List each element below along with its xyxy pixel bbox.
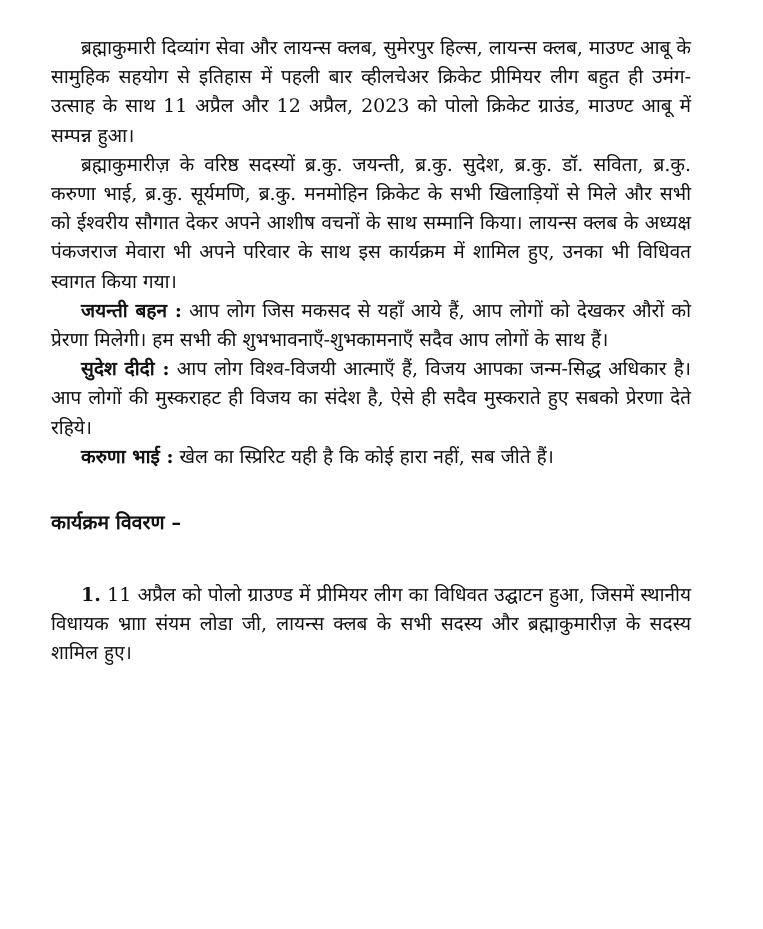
list-item bbox=[51, 581, 691, 669]
document-page bbox=[51, 34, 691, 669]
list-item-text: 11 अप्रैल को पोलो ग्राउण्ड में प्रीमियर लीग का विधिवत उद्घाटन हुआ, जिसमें स्थानीय विधायक भ्रााा संयम लोडा जी, लायन्स क्लब के सभी सदस्य और ब्रह्माकुमारीज़ के सदस्य शामिल हुए। bbox=[51, 584, 691, 665]
quote-speaker: करुणा भाई : bbox=[81, 445, 174, 468]
quote-text: खेल का स्प्रिरिट यही है कि कोई हारा नहीं, सब जीते हैं। bbox=[179, 445, 554, 468]
intro-paragraph: ब्रह्माकुमारी दिव्यांग सेवा और लायन्स क्लब, सुमेरपुर हिल्स, लायन्स क्लब, माउण्ट आबू के सामुहिक सहयोग से इतिहास में पहली बार व्हीलचेअर क्रिकेट प्रीमियर लीग बहुत ही उमंग-उत्साह के साथ 11 अप्रैल और 12 अप्रैल, 2023 को पोलो क्रिकेट ग्राउंड, माउण्ट आबू में सम्पन्न हुआ। bbox=[51, 37, 691, 147]
section-heading: कार्यक्रम विवरण – bbox=[51, 511, 182, 535]
members-paragraph: ब्रह्माकुमारीज़ के वरिष्ठ सदस्यों ब्र.कु. जयन्ती, ब्र.कु. सुदेश, ब्र.कु. डॉ. सविता, ब्र.कु. करुणा भाई, ब्र.कु. सूर्यमणि, ब्र.कु. मनमोहिन क्रिकेट के सभी खिलाड़ियों से मिले और सभी को ईश्वरीय सौगात देकर अपने आशीष वचनों के साथ सम्मानि किया। लायन्स क्लब के अध्यक्ष पंकजराज मेवारा भी अपने परिवार के साथ इस कार्यक्रम में शामिल हुए, उनका भी विधिवत स्वागत किया गया। bbox=[51, 153, 691, 293]
list-item-number: 1. bbox=[81, 584, 101, 607]
quote-text: आप लोग विश्व-विजयी आत्माएँ हैं, विजय आपका जन्म-सिद्ध अधिकार है। आप लोगों की मुस्कराहट ही विजय का संदेश है, ऐसे ही सदैव मुस्कराते हुए सबको प्रेरणा देते रहिये। bbox=[51, 358, 691, 439]
quote-paragraph bbox=[51, 297, 691, 355]
quote-paragraph bbox=[51, 443, 691, 472]
quote-text: आप लोग जिस मकसद से यहाँ आये हैं, आप लोगों को देखकर औरों को प्रेरणा मिलेगी। हम सभी की शुभभावनाएँ-शुभकामनाएँ सदैव आप लोगों के साथ हैं। bbox=[51, 299, 691, 352]
quote-paragraph bbox=[51, 355, 691, 443]
quote-speaker: जयन्ती बहन : bbox=[81, 299, 182, 322]
quote-speaker: सुदेश दीदी : bbox=[81, 358, 170, 381]
